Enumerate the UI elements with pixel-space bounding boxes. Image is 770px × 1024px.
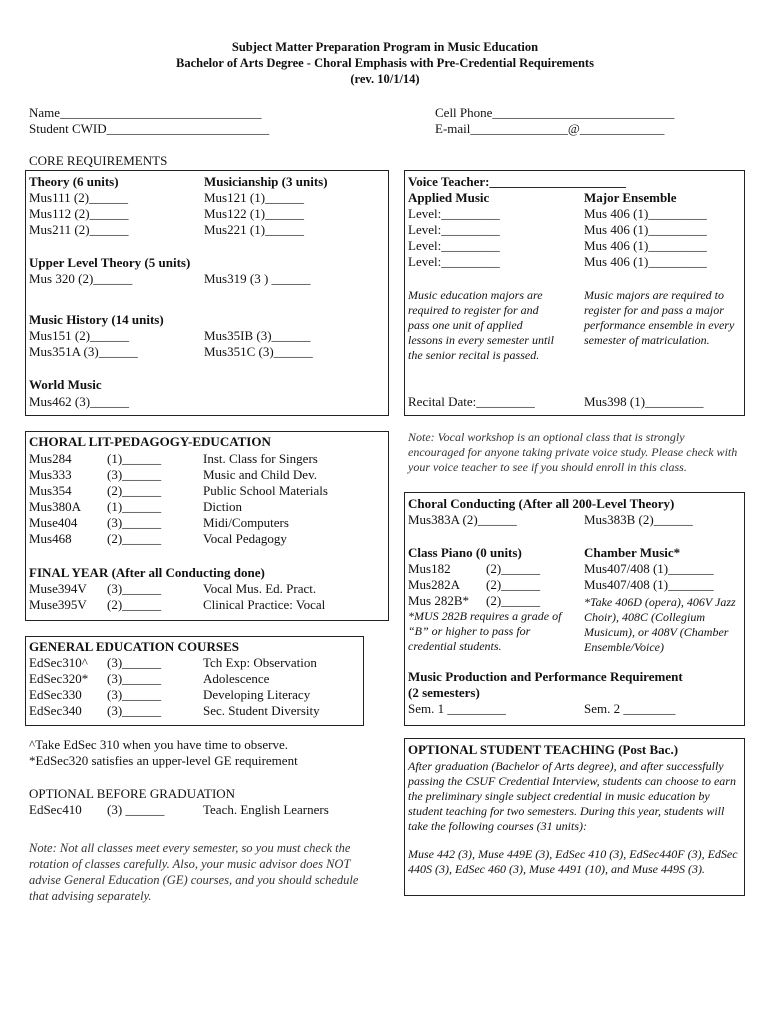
- choral-course-code: Mus333: [29, 467, 72, 482]
- world-music-course[interactable]: Mus462 (3)______: [29, 394, 130, 409]
- level-field[interactable]: Level:_________: [408, 254, 500, 269]
- world-music-heading: World Music: [29, 377, 102, 392]
- choral-course-code: Muse404: [29, 515, 78, 530]
- choral-course-units[interactable]: (1)______: [107, 499, 162, 514]
- revision-date: (rev. 10/1/14): [350, 72, 420, 86]
- ged-course-title: Sec. Student Diversity: [203, 703, 320, 718]
- production-subheading: (2 semesters): [408, 685, 480, 700]
- voice-teacher-box: [404, 170, 745, 416]
- vocal-workshop-note: Note: Vocal workshop is an optional class that is strongly encouraged for anyone taking private voice study. Please check with your voice teacher to see if you should enroll in this class.: [408, 430, 738, 474]
- musicianship-course[interactable]: Mus221 (1)______: [204, 222, 305, 237]
- choral-box: [25, 431, 389, 621]
- student-teaching-heading: OPTIONAL STUDENT TEACHING (Post Bac.): [408, 742, 679, 757]
- chamber-course[interactable]: Mus407/408 (1)_______: [584, 561, 714, 576]
- ged-course-title: Adolescence: [203, 671, 270, 686]
- musicianship-course[interactable]: Mus121 (1)______: [204, 190, 305, 205]
- final-course-code: Muse395V: [29, 597, 87, 612]
- name-field[interactable]: Name_______________________________: [29, 105, 262, 120]
- mus398-course[interactable]: Mus398 (1)_________: [584, 394, 704, 409]
- piano-course-units[interactable]: (2)______: [486, 561, 541, 576]
- ensemble-course[interactable]: Mus 406 (1)_________: [584, 238, 707, 253]
- history-course[interactable]: Mus35IB (3)______: [204, 328, 311, 343]
- piano-course-code: Mus282A: [408, 577, 461, 592]
- student-teaching-courses: Muse 442 (3), Muse 449E (3), EdSec 410 (3), EdSec440F (3), EdSec 440S (3), EdSec 460 (3), Muse 4491 (10), and Muse 449S (3).: [408, 847, 738, 876]
- core-requirements-box: [25, 170, 389, 416]
- advising-note: Note: Not all classes meet every semester, so you must check the rotation of classes carefully. Also, your music advisor does NOT advise General Education (GE) courses, and you should schedule that advising separately.: [29, 841, 359, 903]
- choral-course-title: Vocal Pedagogy: [203, 531, 287, 546]
- choral-course-code: Mus354: [29, 483, 72, 498]
- ged-heading: GENERAL EDUCATION COURSES: [29, 639, 239, 654]
- phone-field[interactable]: Cell Phone____________________________: [435, 105, 675, 120]
- chamber-course[interactable]: Mus407/408 (1)_______: [584, 577, 714, 592]
- choral-course-title: Midi/Computers: [203, 515, 289, 530]
- ged-course-units[interactable]: (3)______: [107, 703, 162, 718]
- piano-note: *MUS 282B requires a grade of “B” or higher to pass for credential students.: [408, 609, 562, 653]
- ged-course-title: Tch Exp: Observation: [203, 655, 317, 670]
- final-course-title: Vocal Mus. Ed. Pract.: [203, 581, 317, 596]
- email-field[interactable]: E-mail_______________@_____________: [435, 121, 665, 136]
- theory-course[interactable]: Mus211 (2)______: [29, 222, 129, 237]
- choral-course-code: Mus380A: [29, 499, 82, 514]
- theory-heading: Theory (6 units): [29, 174, 119, 189]
- conducting-course[interactable]: Mus383A (2)______: [408, 512, 517, 527]
- student-teaching-box: [404, 738, 745, 896]
- chamber-note: *Take 406D (opera), 406V Jazz Choir), 408C (Collegium Musicum), or 408V (Chamber Ensemble/Voice): [584, 595, 736, 654]
- choral-course-title: Public School Materials: [203, 483, 328, 498]
- final-course-code: Muse394V: [29, 581, 87, 596]
- final-course-units[interactable]: (3)______: [107, 581, 162, 596]
- level-field[interactable]: Level:_________: [408, 238, 500, 253]
- choral-course-units[interactable]: (1)______: [107, 451, 162, 466]
- production-heading: Music Production and Performance Requirement: [408, 669, 683, 684]
- optional-course-units[interactable]: (3) ______: [107, 802, 165, 817]
- optional-course-code: EdSec410: [29, 802, 82, 817]
- ged-course-code: EdSec330: [29, 687, 82, 702]
- piano-course-units[interactable]: (2)______: [486, 577, 541, 592]
- ged-course-title: Developing Literacy: [203, 687, 311, 702]
- choral-course-code: Mus468: [29, 531, 72, 546]
- history-course[interactable]: Mus151 (2)______: [29, 328, 130, 343]
- final-year-heading: FINAL YEAR (After all Conducting done): [29, 565, 265, 580]
- choral-course-units[interactable]: (2)______: [107, 531, 162, 546]
- history-course[interactable]: Mus351C (3)______: [204, 344, 313, 359]
- optional-before-graduation-heading: OPTIONAL BEFORE GRADUATION: [29, 786, 236, 801]
- choral-course-code: Mus284: [29, 451, 72, 466]
- ensemble-note: Music majors are required to register for and pass a major performance ensemble in every semester of matriculation.: [584, 288, 735, 347]
- class-piano-heading: Class Piano (0 units): [408, 545, 522, 560]
- upper-theory-heading: Upper Level Theory (5 units): [29, 255, 191, 270]
- recital-date-field[interactable]: Recital Date:_________: [408, 394, 535, 409]
- optional-course-title: Teach. English Learners: [203, 802, 329, 817]
- semester-field[interactable]: Sem. 2 ________: [584, 701, 676, 716]
- voice-teacher-field[interactable]: Voice Teacher:_____________________: [408, 174, 626, 189]
- ged-course-units[interactable]: (3)______: [107, 655, 162, 670]
- conducting-course[interactable]: Mus383B (2)______: [584, 512, 693, 527]
- conducting-heading: Choral Conducting (After all 200-Level Theory): [408, 496, 675, 511]
- musicianship-course[interactable]: Mus122 (1)______: [204, 206, 305, 221]
- applied-music-note: Music education majors are required to register for and pass one unit of applied lessons in every semester until the senior recital is passed.: [408, 288, 554, 362]
- ged-note: *EdSec320 satisfies an upper-level GE requirement: [29, 753, 298, 768]
- ensemble-course[interactable]: Mus 406 (1)_________: [584, 206, 707, 221]
- ged-course-units[interactable]: (3)______: [107, 671, 162, 686]
- final-course-units[interactable]: (2)______: [107, 597, 162, 612]
- theory-course[interactable]: Mus112 (2)______: [29, 206, 129, 221]
- ged-note: ^Take EdSec 310 when you have time to observe.: [29, 737, 288, 752]
- final-course-title: Clinical Practice: Vocal: [203, 597, 326, 612]
- musicianship-heading: Musicianship (3 units): [204, 174, 328, 189]
- ged-course-code: EdSec320*: [29, 671, 89, 686]
- theory-course[interactable]: Mus111 (2)______: [29, 190, 129, 205]
- ged-course-code: EdSec310^: [29, 655, 88, 670]
- page-title: Subject Matter Preparation Program in Music Education: [231, 40, 539, 54]
- page-subtitle: Bachelor of Arts Degree - Choral Emphasis with Pre-Credential Requirements: [176, 56, 594, 70]
- chamber-music-heading: Chamber Music*: [584, 545, 681, 560]
- conducting-box: [404, 492, 745, 726]
- level-field[interactable]: Level:_________: [408, 222, 500, 237]
- applied-music-heading: Applied Music: [408, 190, 490, 205]
- piano-course-units[interactable]: (2)______: [486, 593, 541, 608]
- history-heading: Music History (14 units): [29, 312, 164, 327]
- ged-course-units[interactable]: (3)______: [107, 687, 162, 702]
- ensemble-course[interactable]: Mus 406 (1)_________: [584, 222, 707, 237]
- choral-course-units[interactable]: (3)______: [107, 515, 162, 530]
- semester-field[interactable]: Sem. 1 _________: [408, 701, 506, 716]
- major-ensemble-heading: Major Ensemble: [584, 190, 677, 205]
- history-course[interactable]: Mus351A (3)______: [29, 344, 138, 359]
- cwid-field[interactable]: Student CWID_________________________: [29, 121, 270, 136]
- level-field[interactable]: Level:_________: [408, 206, 500, 221]
- choral-course-title: Music and Child Dev.: [203, 467, 317, 482]
- piano-course-code: Mus 282B*: [408, 593, 470, 608]
- student-teaching-body: After graduation (Bachelor of Arts degree), and after successfully passing the CSUF Credential Interview, students can choose to earn the preliminary single subject credential in music education by student teaching for two semesters. During this year, students will take the following courses (31 units):: [408, 759, 736, 833]
- choral-course-units[interactable]: (3)______: [107, 467, 162, 482]
- upper-theory-course[interactable]: Mus 320 (2)______: [29, 271, 133, 286]
- ensemble-course[interactable]: Mus 406 (1)_________: [584, 254, 707, 269]
- choral-heading: CHORAL LIT-PEDAGOGY-EDUCATION: [29, 434, 271, 449]
- choral-course-title: Inst. Class for Singers: [203, 451, 318, 466]
- upper-theory-course[interactable]: Mus319 (3 ) ______: [204, 271, 311, 286]
- ged-course-code: EdSec340: [29, 703, 82, 718]
- general-education-box: [25, 636, 364, 726]
- choral-course-title: Diction: [203, 499, 242, 514]
- core-heading: CORE REQUIREMENTS: [29, 153, 168, 168]
- piano-course-code: Mus182: [408, 561, 451, 576]
- choral-course-units[interactable]: (2)______: [107, 483, 162, 498]
